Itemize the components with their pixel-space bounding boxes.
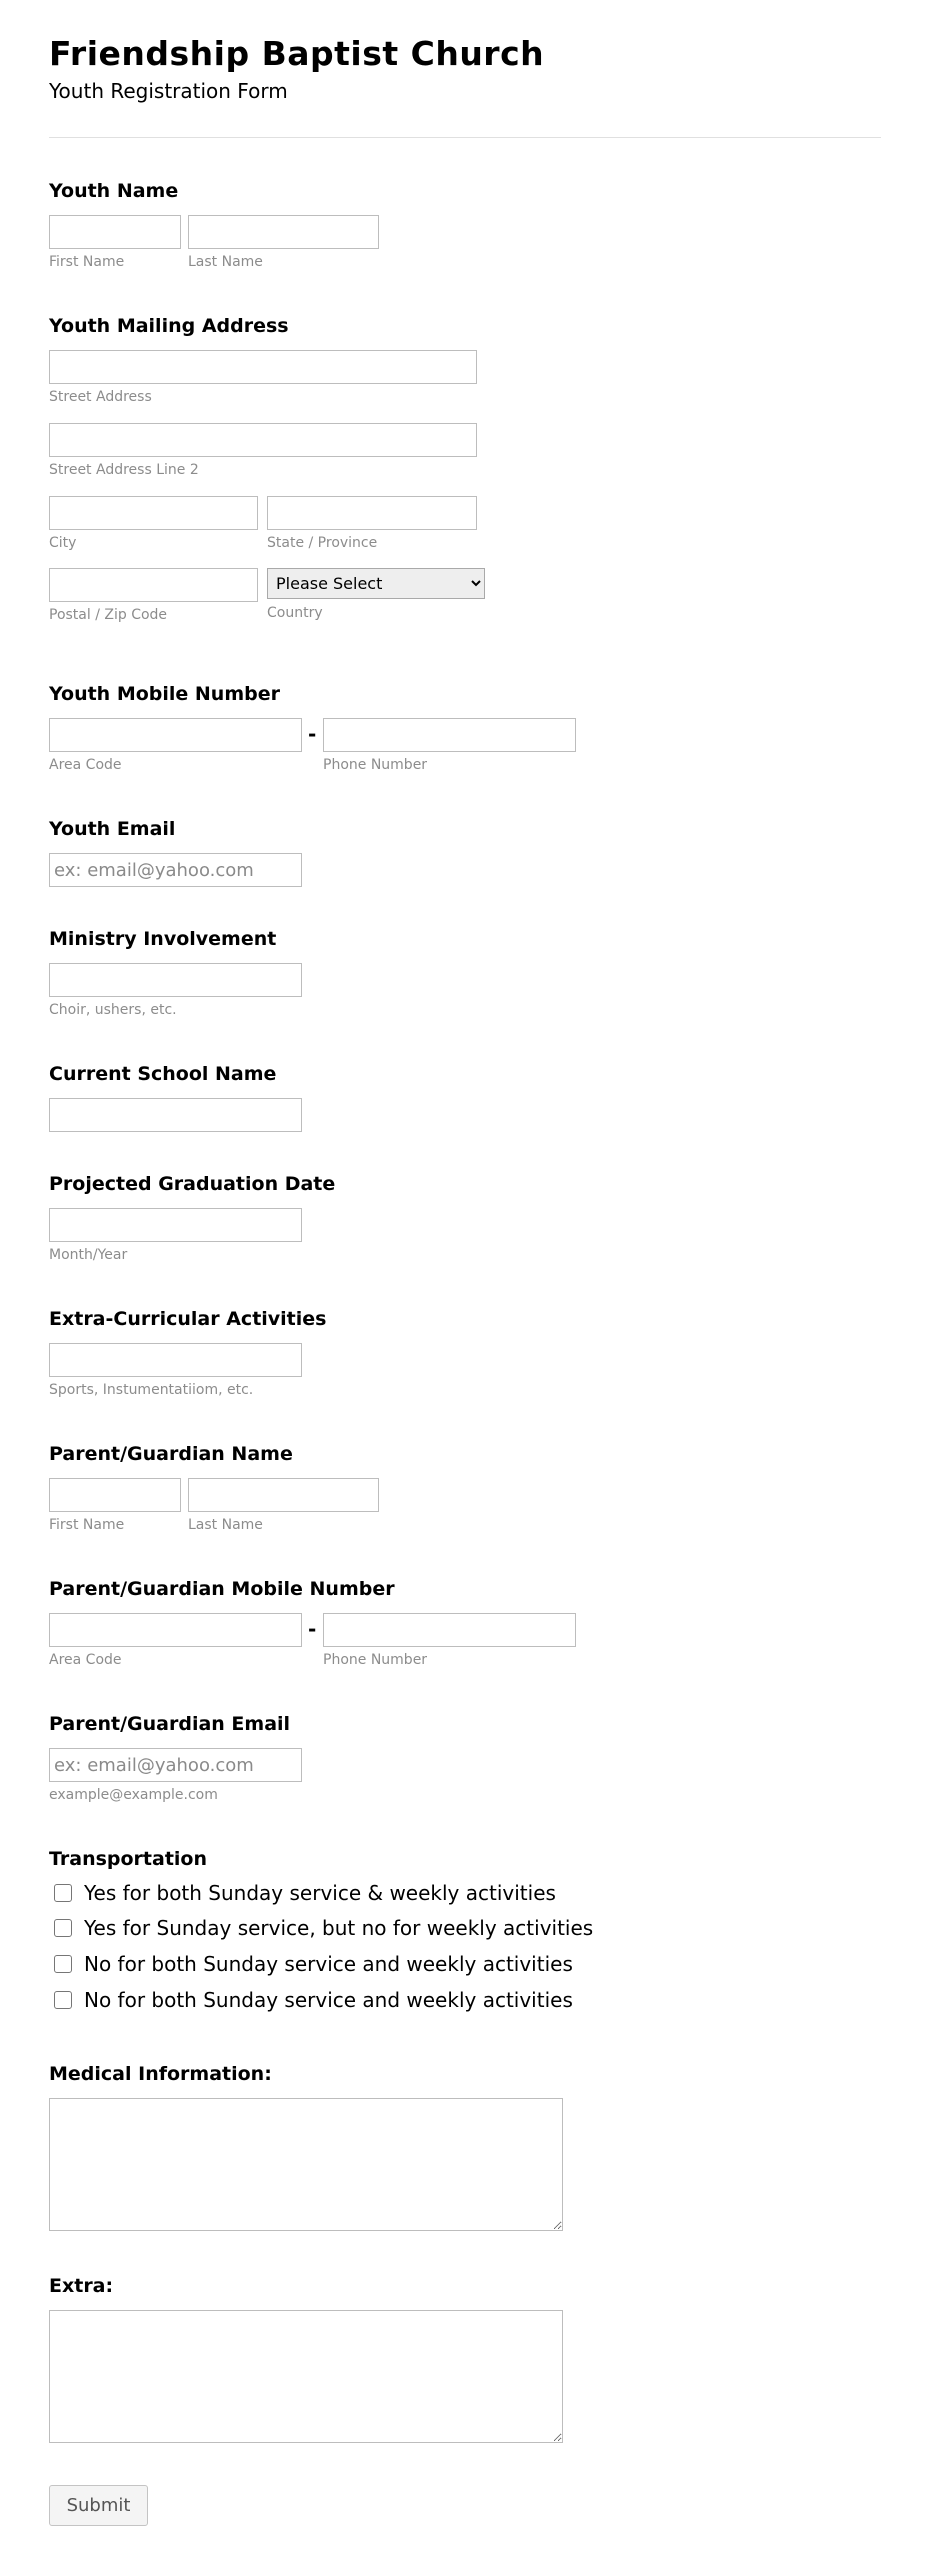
youth-email-label: Youth Email [49,818,176,840]
youth-area-code-sublabel: Area Code [49,757,122,773]
medical-textarea[interactable] [49,2098,563,2231]
street-address-line2-sublabel: Street Address Line 2 [49,462,199,478]
activities-label: Extra-Curricular Activities [49,1308,327,1330]
youth-phone-number-input[interactable] [323,718,576,752]
parent-email-sublabel: example@example.com [49,1787,218,1803]
page-title: Friendship Baptist Church [49,34,545,73]
parent-area-code-input[interactable] [49,1613,302,1647]
school-input[interactable] [49,1098,302,1132]
street-address-line2-input[interactable] [49,423,477,457]
postal-code-input[interactable] [49,568,258,602]
ministry-label: Ministry Involvement [49,928,277,950]
youth-phone-number-sublabel: Phone Number [323,757,428,773]
school-label: Current School Name [49,1063,277,1085]
youth-phone-dash: - [308,722,317,746]
activities-sublabel: Sports, Instumentatiiom, etc. [49,1382,254,1398]
street-address-sublabel: Street Address [49,389,152,405]
transportation-checkbox-4[interactable] [54,1991,72,2009]
transportation-option-3[interactable] [52,1951,573,1977]
city-sublabel: City [49,535,77,551]
state-province-sublabel: State / Province [267,535,378,551]
youth-name-label: Youth Name [49,180,179,202]
transportation-option-1[interactable] [52,1880,556,1906]
parent-first-name-sublabel: First Name [49,1517,125,1533]
youth-last-name-input[interactable] [188,215,379,249]
parent-name-label: Parent/Guardian Name [49,1443,293,1465]
transportation-option-label: Yes for Sunday service, but no for weekly activities [84,1916,594,1940]
youth-last-name-sublabel: Last Name [188,254,263,270]
youth-address-label: Youth Mailing Address [49,315,289,337]
parent-email-input[interactable] [49,1748,302,1782]
extra-textarea[interactable] [49,2310,563,2443]
parent-phone-number-input[interactable] [323,1613,576,1647]
parent-email-label: Parent/Guardian Email [49,1713,291,1735]
graduation-label: Projected Graduation Date [49,1173,336,1195]
ministry-input[interactable] [49,963,302,997]
graduation-input[interactable] [49,1208,302,1242]
transportation-option-2[interactable] [52,1915,593,1941]
youth-first-name-input[interactable] [49,215,181,249]
youth-email-input[interactable] [49,853,302,887]
ministry-sublabel: Choir, ushers, etc. [49,1002,177,1018]
parent-last-name-input[interactable] [188,1478,379,1512]
transportation-option-label: Yes for both Sunday service & weekly activities [84,1881,556,1905]
transportation-option-4[interactable] [52,1987,573,2013]
medical-label: Medical Information: [49,2063,272,2085]
parent-last-name-sublabel: Last Name [188,1517,263,1533]
transportation-checkbox-3[interactable] [54,1955,72,1973]
parent-first-name-input[interactable] [49,1478,181,1512]
youth-first-name-sublabel: First Name [49,254,125,270]
youth-area-code-input[interactable] [49,718,302,752]
form-subtitle: Youth Registration Form [49,79,288,103]
street-address-input[interactable] [49,350,477,384]
postal-code-sublabel: Postal / Zip Code [49,607,168,623]
transportation-option-label: No for both Sunday service and weekly activities [84,1952,573,1976]
transportation-checkbox-1[interactable] [54,1884,72,1902]
graduation-sublabel: Month/Year [49,1247,128,1263]
header-divider [49,137,881,138]
activities-input[interactable] [49,1343,302,1377]
extra-label: Extra: [49,2275,114,2297]
transportation-option-label: No for both Sunday service and weekly activities [84,1988,573,2012]
country-select[interactable] [267,568,485,599]
city-input[interactable] [49,496,258,530]
state-province-input[interactable] [267,496,477,530]
submit-button[interactable]: Submit [49,2485,148,2526]
youth-phone-label: Youth Mobile Number [49,683,280,705]
transportation-label: Transportation [49,1848,208,1870]
parent-phone-dash: - [308,1617,317,1641]
parent-phone-number-sublabel: Phone Number [323,1652,428,1668]
parent-area-code-sublabel: Area Code [49,1652,122,1668]
parent-phone-label: Parent/Guardian Mobile Number [49,1578,395,1600]
transportation-checkbox-2[interactable] [54,1919,72,1937]
country-sublabel: Country [267,605,323,621]
